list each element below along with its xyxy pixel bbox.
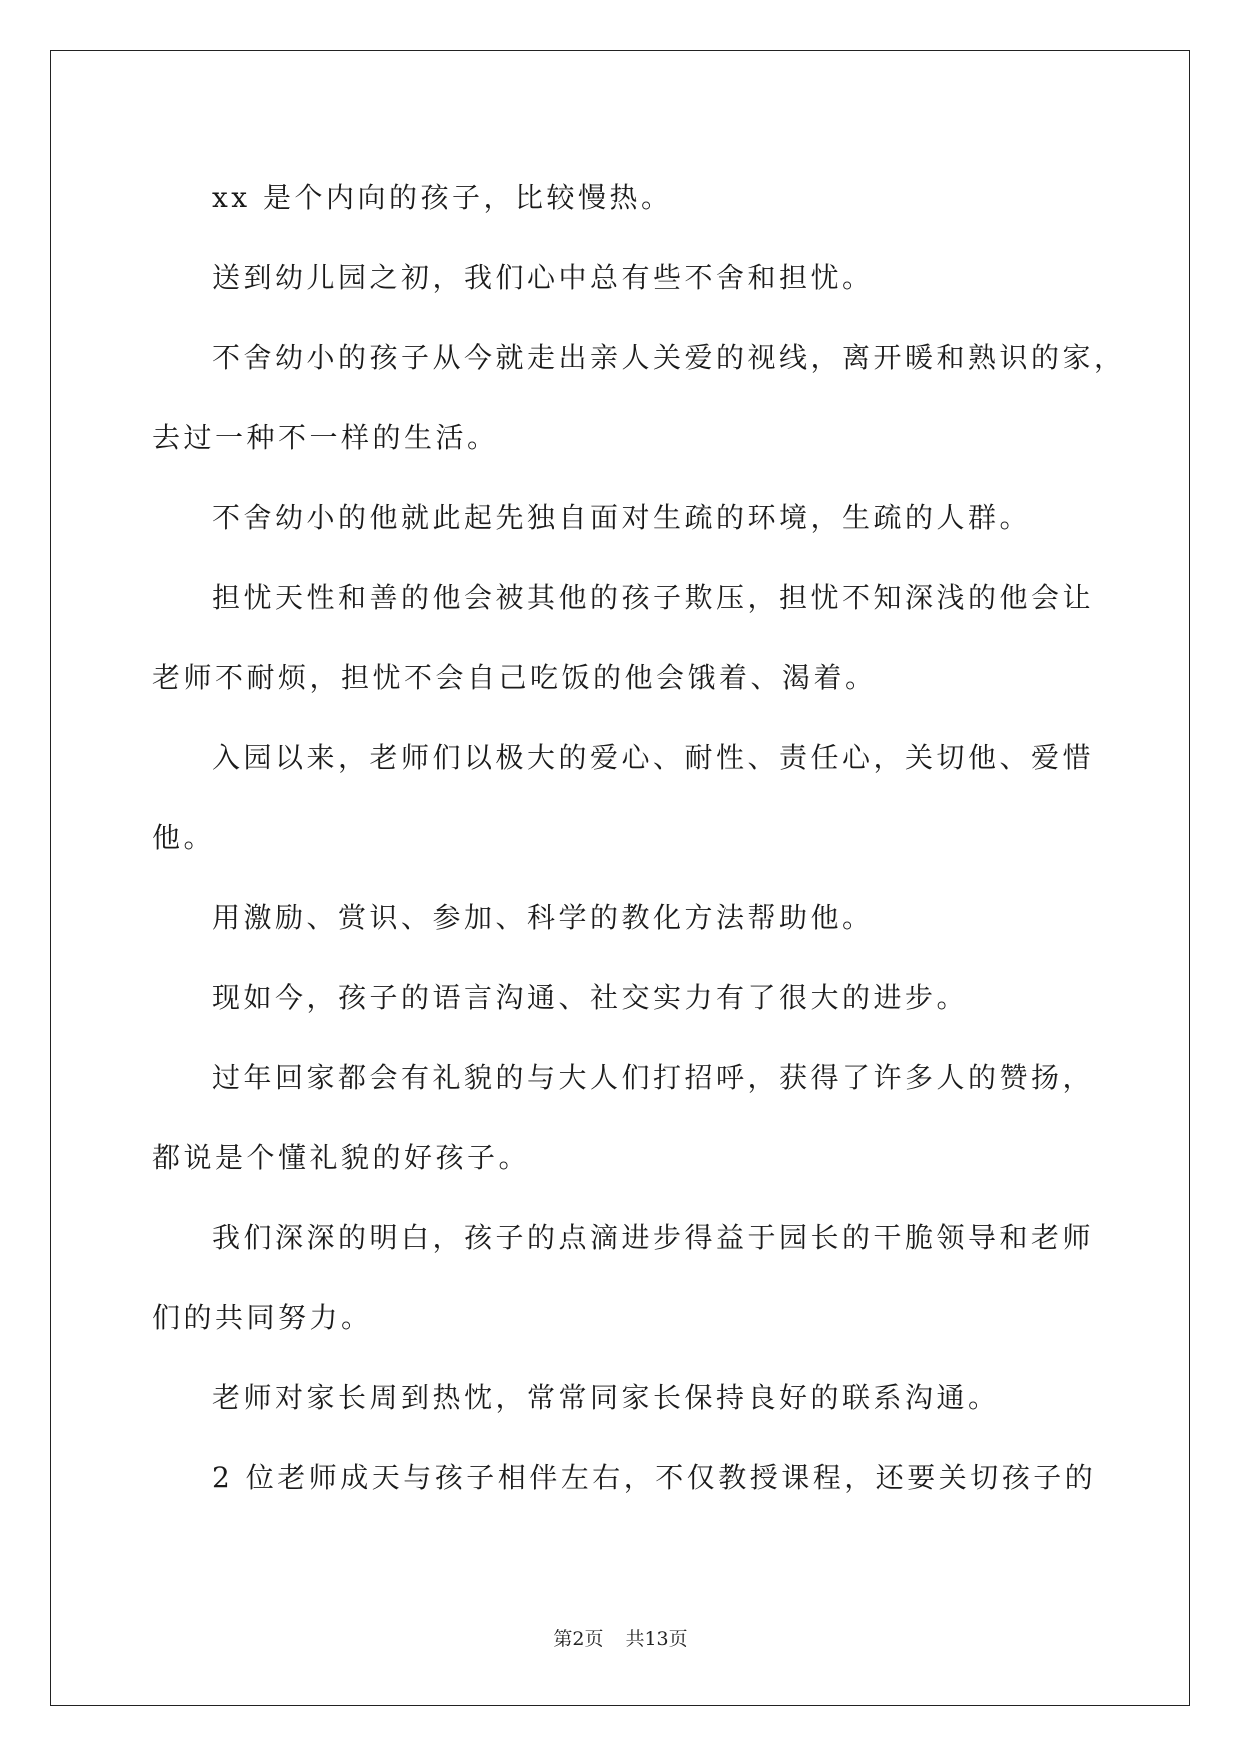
paragraph-line: 老师对家长周到热忱，常常同家长保持良好的联系沟通。 [212, 1381, 1000, 1414]
paragraph-line: 过年回家都会有礼貌的与大人们打招呼，获得了许多人的赞扬， [212, 1061, 1095, 1094]
paragraph-line: 现如今，孩子的语言沟通、社交实力有了很大的进步。 [212, 981, 969, 1014]
paragraph-line: 担忧天性和善的他会被其他的孩子欺压，担忧不知深浅的他会让 [212, 581, 1095, 614]
paragraph-line: 老师不耐烦，担忧不会自己吃饭的他会饿着、渴着。 [152, 661, 877, 694]
paragraph-line: 他。 [152, 821, 216, 854]
page-footer [0, 1624, 1241, 1651]
paragraph-line: xx 是个内向的孩子，比较慢热。 [212, 181, 673, 214]
paragraph-line: 们的共同努力。 [152, 1301, 373, 1334]
page-number: 第2页 [553, 1628, 604, 1650]
paragraph-line: 都说是个懂礼貌的好孩子。 [152, 1141, 531, 1174]
paragraph-line: 我们深深的明白，孩子的点滴进步得益于园长的干脆领导和老师 [212, 1221, 1095, 1254]
paragraph-line: 用激励、赏识、参加、科学的教化方法帮助他。 [212, 901, 874, 934]
document-body [152, 158, 1126, 1518]
paragraph-line: 入园以来，老师们以极大的爱心、耐性、责任心，关切他、爱惜 [212, 741, 1095, 774]
paragraph-line: 不舍幼小的孩子从今就走出亲人关爱的视线，离开暖和熟识的家， [212, 341, 1126, 374]
page-count: 共13页 [625, 1628, 688, 1650]
paragraph-line: 去过一种不一样的生活。 [152, 421, 499, 454]
paragraph-line: 不舍幼小的他就此起先独自面对生疏的环境，生疏的人群。 [212, 501, 1032, 534]
paragraph-line: 2 位老师成天与孩子相伴左右，不仅教授课程，还要关切孩子的 [212, 1461, 1097, 1494]
paragraph-line: 送到幼儿园之初，我们心中总有些不舍和担忧。 [212, 261, 874, 294]
